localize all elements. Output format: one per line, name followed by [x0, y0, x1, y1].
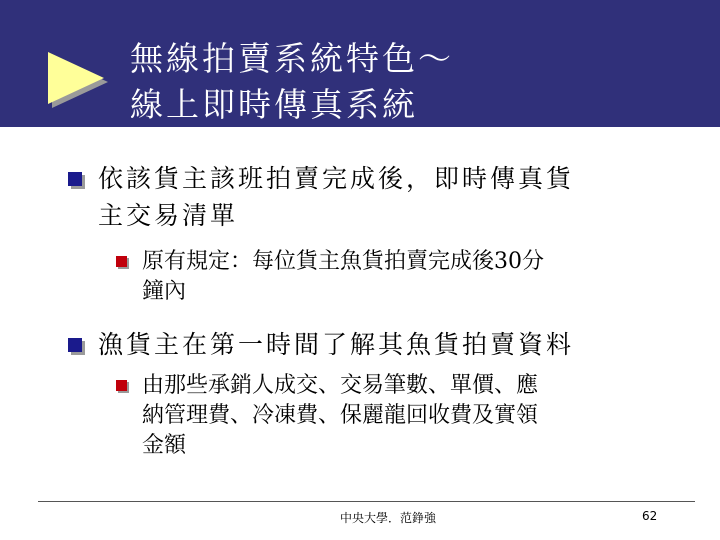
- bullet-2-sub-line-2: 納管理費、冷凍費、保麗龍回收費及實領: [142, 403, 539, 428]
- bullet-2-sub-line-3: 金額: [142, 433, 187, 458]
- square-bullet-icon: [116, 380, 127, 391]
- bullet-1-sub-line-1: 原有規定：每位貨主魚貨拍賣完成後30分: [142, 249, 544, 274]
- title-bar: [0, 0, 720, 127]
- bullet-1-line-1: 依該貨主該班拍賣完成後，即時傳真貨: [98, 164, 575, 193]
- square-bullet-icon: [68, 172, 82, 186]
- square-bullet-icon: [68, 338, 82, 352]
- page-number: 62: [642, 509, 658, 523]
- bullet-1-sub-text: [142, 247, 544, 307]
- bullet-1-sub-line-2: 鐘內: [142, 279, 187, 304]
- bullet-2-text: [98, 326, 574, 363]
- play-arrow-icon: [48, 52, 110, 108]
- footer-text: 中央大學．范錚強: [340, 511, 437, 525]
- footer-divider: [38, 501, 695, 502]
- title-line-2: 線上即時傳真系統: [130, 85, 418, 124]
- title-line-1: 無線拍賣系統特色～: [130, 39, 454, 78]
- bullet-2-line-1: 漁貨主在第一時間了解其魚貨拍賣資料: [98, 330, 575, 359]
- bullet-1-text: [98, 160, 574, 234]
- bullet-1-line-2: 主交易清單: [98, 201, 239, 230]
- bullet-2-sub-line-1: 由那些承銷人成交、交易筆數、單價、應: [142, 373, 539, 398]
- square-bullet-icon: [116, 256, 127, 267]
- bullet-2-sub-text: [142, 371, 538, 461]
- slide-title: [130, 36, 454, 128]
